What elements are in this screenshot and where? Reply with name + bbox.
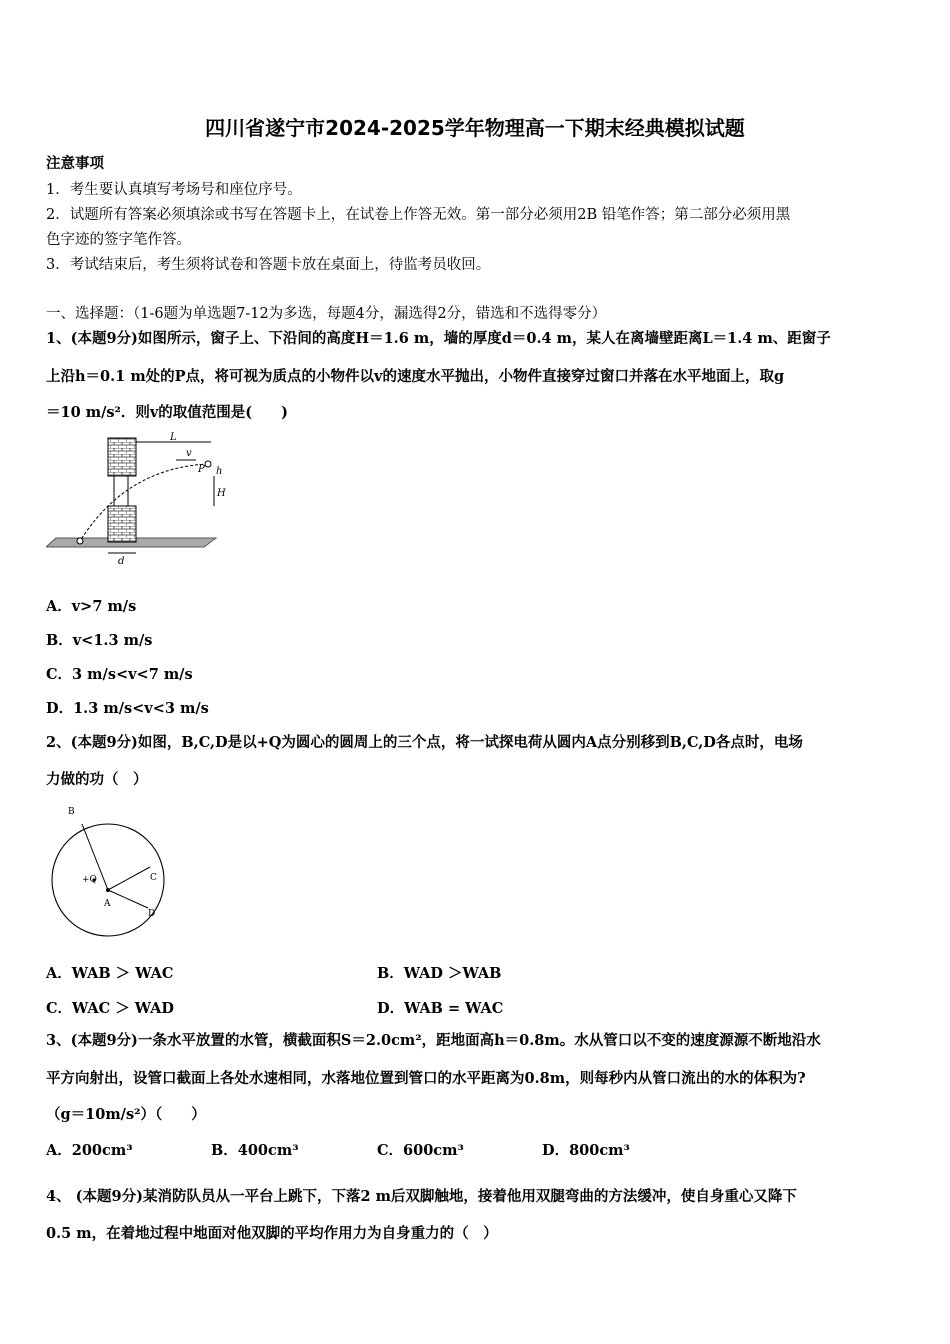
label-C: C: [150, 873, 157, 883]
q3-stem-line: 3、(本题9分)一条水平放置的水管，横截面积S＝2.0cm²，距地面高h＝0.8m。水从管口以不变的速度源源不断地沿水: [46, 1032, 821, 1049]
label-h: h: [216, 466, 223, 477]
label-d: d: [118, 556, 125, 567]
object-landed: [77, 538, 83, 544]
q2-option-c[interactable]: C．WAC ＞ WAD: [46, 1000, 174, 1017]
notice-item: 1．考生要认真填写考场号和座位序号。: [46, 182, 302, 198]
trajectory: [80, 464, 208, 541]
q1-figure: [46, 430, 226, 570]
q3-option-c[interactable]: C．600cm³: [377, 1142, 464, 1159]
q4-stem-line: 4、 (本题9分)某消防队员从一平台上跳下，下落2 m后双脚触地，接着他用双腿弯曲的方法缓冲，使自身重心又降下: [46, 1188, 797, 1205]
notice-item: 2．试题所有答案必须填涂或书写在答题卡上，在试卷上作答无效。第一部分必须用2B 铅笔作答；第二部分必须用黑: [46, 207, 791, 223]
q2-stem-line: 力做的功（ ）: [46, 771, 148, 788]
q1-stem-line: ＝10 m/s²．则v的取值范围是( ): [46, 404, 289, 421]
label-H: H: [217, 488, 226, 499]
segment-AD: [108, 890, 148, 908]
page-title: 四川省遂宁市2024-2025学年物理高一下期末经典模拟试题: [205, 116, 745, 140]
section-heading: 一、选择题：（1-6题为单选题7-12为多选，每题4分，漏选得2分，错选和不选得零分）: [46, 306, 607, 322]
q1-option-a[interactable]: A．v>7 m/s: [46, 598, 137, 615]
equipotential-circle: [52, 824, 164, 936]
lower-wall: [108, 506, 136, 542]
q3-option-a[interactable]: A．200cm³: [46, 1142, 133, 1159]
label-P: P: [198, 464, 205, 475]
q2-option-a[interactable]: A．WAB ＞ WAC: [46, 965, 174, 982]
q1-option-d[interactable]: D．1.3 m/s<v<3 m/s: [46, 700, 209, 717]
label-D: D: [148, 909, 156, 919]
q3-stem-line: 平方向射出，设管口截面上各处水速相同，水落地位置到管口的水平距离为0.8m，则每秒内从管口流出的水的体积为?: [46, 1070, 806, 1087]
object-start: [205, 461, 211, 467]
q1-option-b[interactable]: B．v<1.3 m/s: [46, 632, 153, 649]
q2-figure: [46, 800, 176, 945]
notice-item: 3．考试结束后，考生须将试卷和答题卡放在桌面上，待监考员收回。: [46, 257, 491, 273]
upper-wall: [108, 438, 136, 476]
q1-stem-line: 上沿h＝0.1 m处的P点，将可视为质点的小物件以v的速度水平抛出，小物件直接穿过窗口并落在水平地面上，取g: [46, 368, 785, 385]
q3-option-b[interactable]: B．400cm³: [211, 1142, 299, 1159]
segment-AC: [108, 867, 150, 890]
notice-heading: 注意事项: [46, 155, 104, 172]
q1-stem-line: 1、(本题9分)如图所示，窗子上、下沿间的高度H＝1.6 m，墙的厚度d＝0.4 m，某人在离墙壁距离L＝1.4 m、距窗子: [46, 330, 831, 347]
label-L: L: [170, 432, 177, 443]
label-v: v: [186, 448, 192, 459]
label-A: A: [104, 899, 111, 909]
q4-stem-line: 0.5 m，在着地过程中地面对他双脚的平均作用力为自身重力的（ ）: [46, 1225, 498, 1242]
q1-option-c[interactable]: C．3 m/s<v<7 m/s: [46, 666, 193, 683]
label-Q: +Q: [82, 875, 97, 885]
label-B: B: [68, 807, 75, 817]
q2-stem-line: 2、(本题9分)如图，B,C,D是以+Q为圆心的圆周上的三个点，将一试探电荷从圆内A点分别移到B,C,D各点时，电场: [46, 734, 803, 751]
q2-option-b[interactable]: B．WAD ＞WAB: [377, 965, 502, 982]
q2-option-d[interactable]: D．WAB = WAC: [377, 1000, 504, 1017]
q3-stem-line: （g＝10m/s²）（ ）: [46, 1106, 206, 1123]
q3-option-d[interactable]: D．800cm³: [542, 1142, 630, 1159]
notice-item: 色字迹的签字笔作答。: [46, 232, 191, 248]
point-A: [106, 888, 110, 892]
